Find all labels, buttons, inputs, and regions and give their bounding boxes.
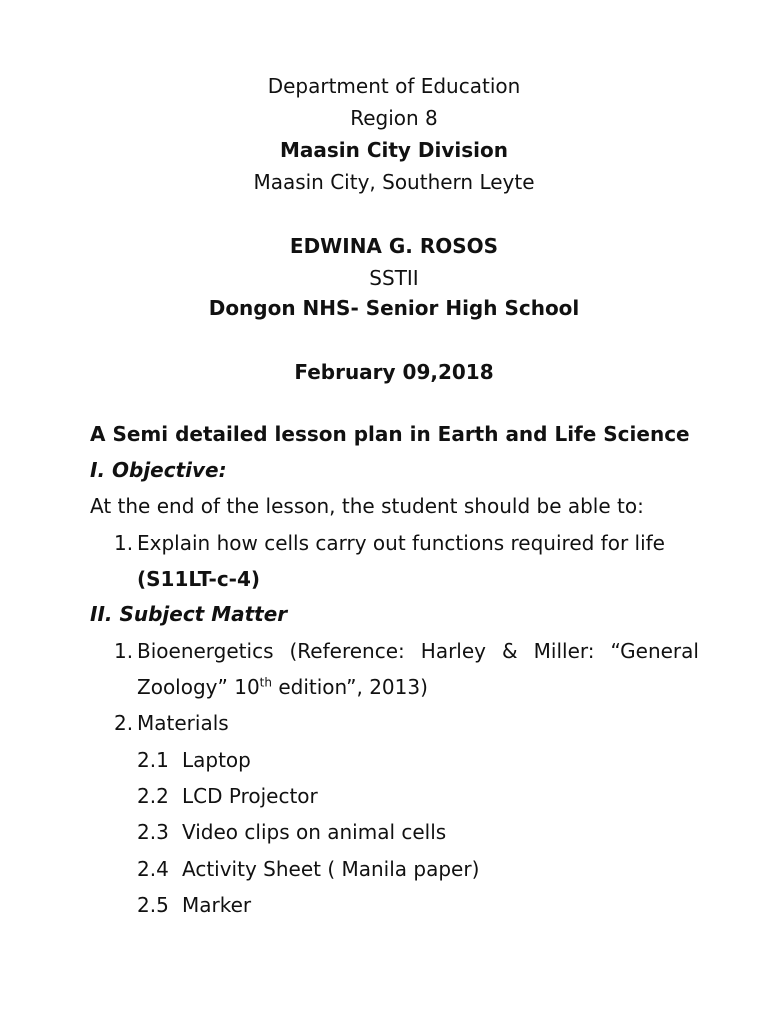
material-text: Activity Sheet ( Manila paper) bbox=[182, 857, 480, 881]
material-number: 2.3 bbox=[137, 820, 169, 844]
material-number: 2.5 bbox=[137, 893, 169, 917]
region-line: Region 8 bbox=[350, 106, 438, 130]
subject-item1-word: “General bbox=[610, 639, 699, 663]
subject-item1-number: 1. bbox=[114, 639, 134, 663]
objective-heading: I. Objective: bbox=[90, 458, 227, 482]
subject-heading: II. Subject Matter bbox=[90, 602, 288, 626]
subject-item1-superscript: th bbox=[259, 675, 272, 690]
material-text: Marker bbox=[182, 893, 252, 917]
subject-item1-word: (Reference: bbox=[289, 639, 405, 663]
material-text: Laptop bbox=[182, 748, 251, 772]
material-number: 2.1 bbox=[137, 748, 169, 772]
lesson-date: February 09,2018 bbox=[294, 360, 494, 384]
lesson-title: A Semi detailed lesson plan in Earth and Life Science bbox=[90, 422, 690, 446]
subject-item1-word: & bbox=[502, 639, 518, 663]
subject-item1-continuation bbox=[137, 673, 428, 701]
department-line: Department of Education bbox=[267, 74, 521, 98]
material-text: LCD Projector bbox=[182, 784, 318, 808]
city-line: Maasin City, Southern Leyte bbox=[253, 170, 535, 194]
subject-item1-word: Bioenergetics bbox=[137, 639, 274, 663]
objective-intro: At the end of the lesson, the student should be able to: bbox=[90, 494, 644, 518]
subject-item1-text bbox=[137, 637, 699, 665]
subject-item2-number: 2. bbox=[114, 711, 134, 735]
material-number: 2.4 bbox=[137, 857, 169, 881]
subject-item1-cont-b: edition”, 2013) bbox=[271, 675, 428, 699]
subject-item2-text: Materials bbox=[137, 711, 229, 735]
material-number: 2.2 bbox=[137, 784, 169, 808]
subject-item1-cont-a: Zoology” 10 bbox=[137, 675, 260, 699]
objective-item-text: Explain how cells carry out functions required for life bbox=[137, 531, 665, 555]
subject-item1-word: Miller: bbox=[533, 639, 595, 663]
objective-item-number: 1. bbox=[114, 531, 134, 555]
author-name: EDWINA G. ROSOS bbox=[289, 234, 499, 258]
subject-item1-word: Harley bbox=[420, 639, 486, 663]
material-text: Video clips on animal cells bbox=[182, 820, 447, 844]
division-line: Maasin City Division bbox=[279, 138, 509, 162]
objective-code: (S11LT-c-4) bbox=[137, 567, 261, 591]
author-school: Dongon NHS- Senior High School bbox=[208, 296, 580, 320]
author-position: SSTII bbox=[369, 266, 419, 290]
